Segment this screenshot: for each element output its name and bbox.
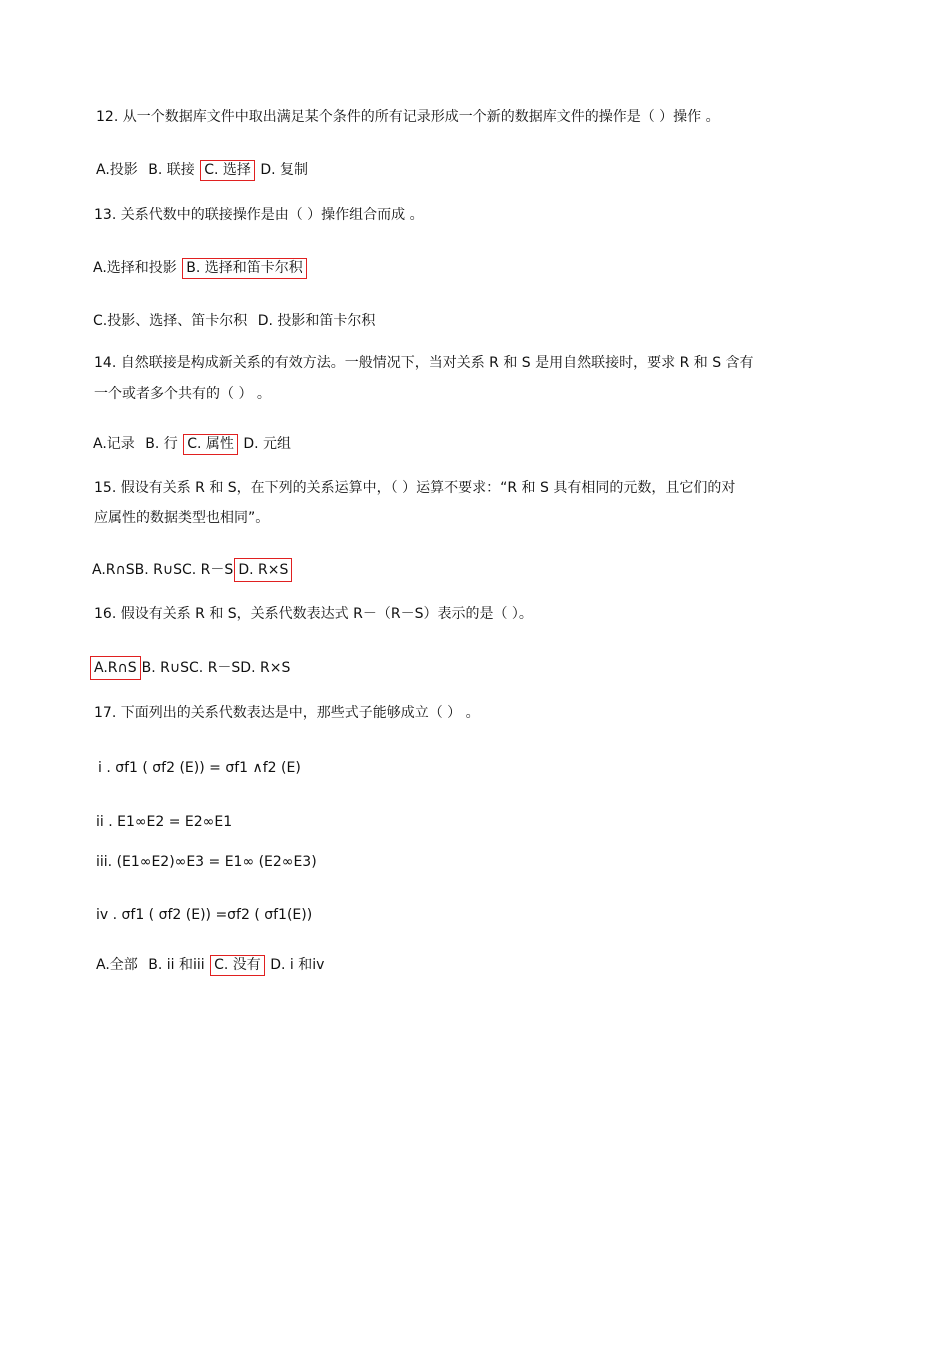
answer-box-c: C. 选择	[200, 160, 255, 181]
question-12-options	[96, 160, 308, 181]
option-d: D. 复制	[260, 162, 309, 178]
question-13-options-line2	[93, 311, 375, 331]
question-17-stem: 17. 下面列出的关系代数表达是中，那些式子能够成立（ ） 。	[94, 705, 480, 721]
expression-ii: ii . E1∞E2 = E2∞E1	[96, 814, 233, 830]
options-bcd: B. R∪SC. R－SD. R×S	[141, 660, 291, 676]
option-b: B. 联接	[148, 162, 195, 178]
question-13-options-line1	[93, 258, 308, 279]
option-a: A.记录	[93, 436, 135, 452]
answer-box-a: A.R∩S	[90, 656, 141, 680]
options-abc: A.R∩SB. R∪SC. R－S	[92, 562, 234, 578]
question-15-options	[92, 558, 293, 582]
question-13-stem: 13. 关系代数中的联接操作是由（ ）操作组合而成 。	[94, 207, 424, 223]
option-c: C.投影、选择、笛卡尔积	[93, 313, 248, 329]
option-b: B. ii 和iii	[148, 957, 205, 973]
expression-i: i . σf1 ( σf2 (E)) = σf1 ∧f2 (E)	[98, 760, 301, 776]
answer-box-c: C. 属性	[183, 434, 238, 455]
question-14-stem-line2: 一个或者多个共有的（ ） 。	[94, 386, 271, 402]
expression-iv: iv . σf1 ( σf2 (E)) =σf2 ( σf1(E))	[96, 907, 313, 923]
option-a: A.选择和投影	[93, 260, 177, 276]
option-d: D. 投影和笛卡尔积	[257, 313, 376, 329]
option-d: D. 元组	[243, 436, 292, 452]
question-16-stem: 16. 假设有关系 R 和 S，关系代数表达式 R－（R－S）表示的是（ ）。	[94, 606, 533, 622]
question-15-stem-line1: 15. 假设有关系 R 和 S，在下列的关系运算中，（ ）运算不要求：“R 和 S 具有相同的元数，且它们的对	[94, 480, 736, 496]
option-b: B. 行	[145, 436, 178, 452]
option-a: A.全部	[96, 957, 138, 973]
answer-box-d: D. R×S	[234, 558, 292, 582]
answer-box-c: C. 没有	[210, 955, 265, 976]
option-a: A.投影	[96, 162, 138, 178]
expression-iii: iii. (E1∞E2)∞E3 = E1∞ (E2∞E3)	[96, 854, 317, 870]
question-15-stem-line2: 应属性的数据类型也相同”。	[94, 510, 270, 526]
question-14-options	[93, 434, 291, 455]
question-16-options	[90, 656, 290, 680]
option-d: D. i 和iv	[270, 957, 325, 973]
question-17-options	[96, 955, 324, 976]
question-12-stem: 12. 从一个数据库文件中取出满足某个条件的所有记录形成一个新的数据库文件的操作是（ ）操作 。	[96, 109, 720, 125]
question-14-stem-line1: 14. 自然联接是构成新关系的有效方法。一般情况下，当对关系 R 和 S 是用自然联接时，要求 R 和 S 含有	[94, 355, 754, 371]
answer-box-b: B. 选择和笛卡尔积	[182, 258, 307, 279]
